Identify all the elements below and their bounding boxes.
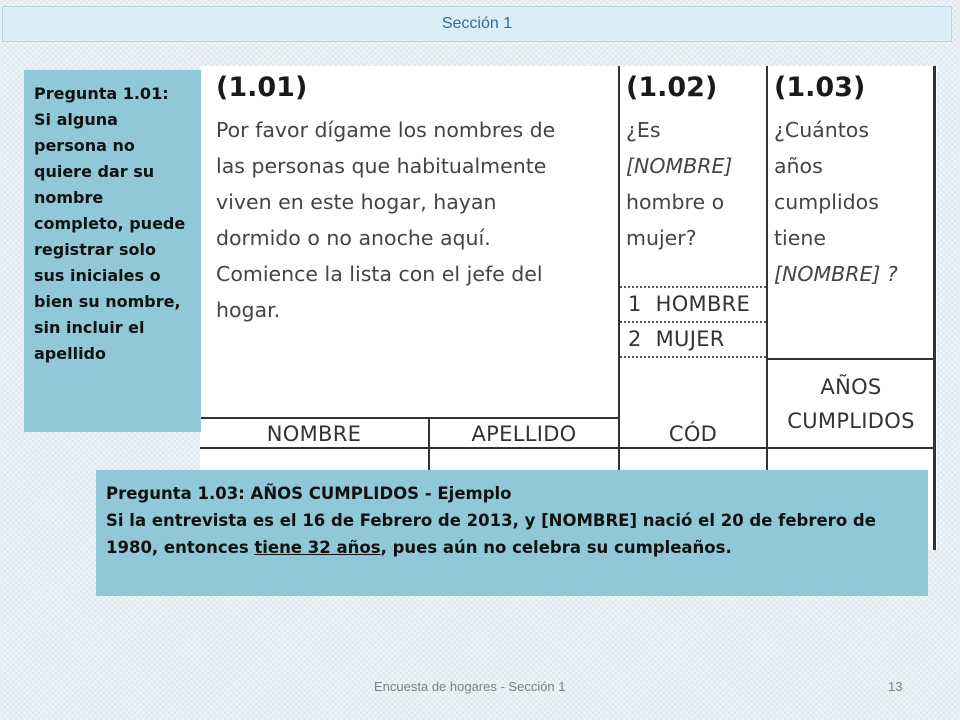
page-number: 13 [888, 679, 903, 694]
callout-pregunta-101 [24, 70, 201, 432]
question-number-101: (1.01) [216, 72, 308, 103]
slide-header-title: Sección 1 [441, 15, 513, 32]
divider [200, 417, 620, 419]
option-hombre: 1 HOMBRE [628, 292, 751, 316]
question-text-101: Por favor dígame los nombres de las personas que habitualmente viven en este hogar, hayan dormido o no anoche aquí. Comience la lista con el jefe del hogar. [216, 118, 556, 322]
dotted-divider [620, 321, 766, 323]
column-header-nombre: NOMBRE [266, 422, 362, 446]
answer-header-anos-cumplidos: AÑOS CUMPLIDOS [787, 375, 915, 433]
slide-footer [0, 679, 960, 699]
callout-title: Pregunta 1.01: [34, 84, 169, 103]
divider [766, 358, 936, 360]
callout-title: Pregunta 1.03: AÑOS CUMPLIDOS - Ejemplo [106, 484, 512, 503]
highlighted-answer: tiene 32 años [254, 538, 381, 557]
callout-text: Si la entrevista es el 16 de Febrero de 2013, y [NOMBRE] nació el 20 de febrero de 1980, entonces tiene 32 años, pues aún no celebra su cumpleaños. [106, 511, 876, 557]
dotted-divider [620, 286, 766, 288]
divider [933, 66, 936, 550]
dotted-divider [620, 356, 766, 358]
option-mujer: 2 MUJER [628, 327, 725, 351]
question-text-103: ¿Cuántos años cumplidos tiene [NOMBRE] ? [774, 118, 898, 286]
callout-text: Si alguna persona no quiere dar su nombre completo, puede registrar solo sus iniciales o bien su nombre, sin incluir el apellido [34, 110, 186, 363]
column-header-apellido: APELLIDO [471, 422, 577, 446]
slide-header [2, 6, 952, 42]
callout-pregunta-103 [96, 470, 928, 596]
question-text-102: ¿Es [NOMBRE] hombre o mujer? [626, 118, 733, 250]
column-header-cod: CÓD [668, 422, 718, 446]
question-number-103: (1.03) [774, 72, 866, 103]
footer-text: Encuesta de hogares - Sección 1 [374, 679, 566, 694]
question-number-102: (1.02) [626, 72, 718, 103]
